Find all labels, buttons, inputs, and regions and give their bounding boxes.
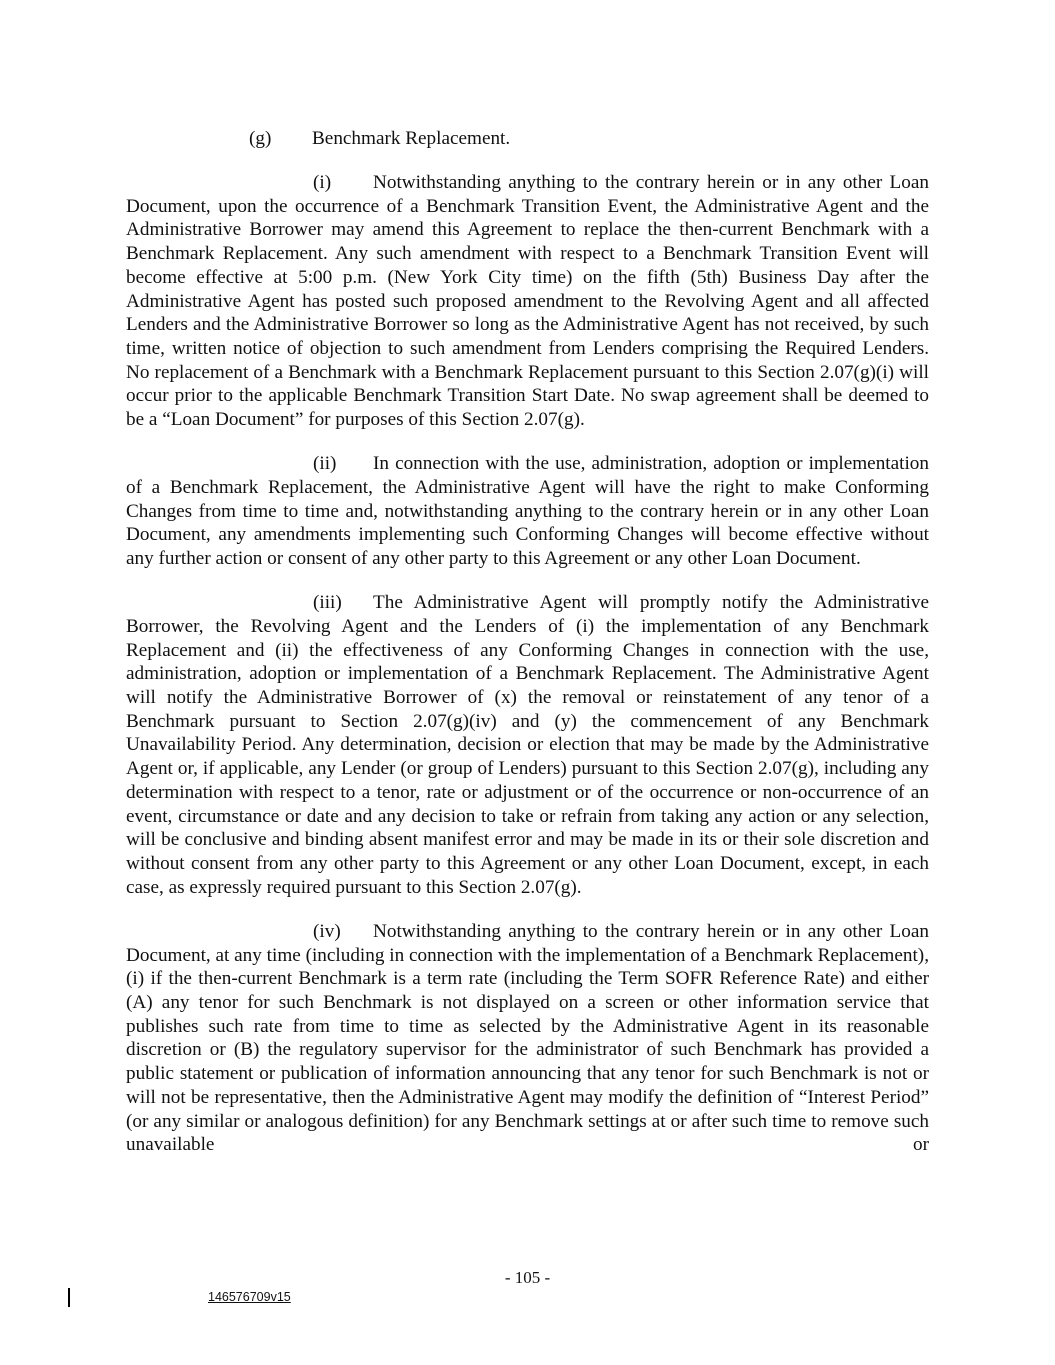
paragraph-number: (ii) (313, 453, 337, 475)
page-number: - 105 - (504, 1268, 551, 1287)
paragraph-text: In connection with the use, administration, adoption or implementation of a Benchmark Replacement, the Administrative Agent will have the right to make Conforming Changes from time to time and, notwithstanding anything to the contrary herein or in any other Loan Document, any amendments implementing such Conforming Changes will become effective without any further action or consent of any other party to this Agreement or any other Loan Document. (126, 453, 929, 570)
section-label: (g) (249, 128, 272, 149)
change-bar (68, 1288, 70, 1307)
paragraph-text: Notwithstanding anything to the contrary herein or in any other Loan Document, at any time (including in connection with the implementation of a Benchmark Replacement), (i) if the then-current Benchmark is a term rate (including the Term SOFR Reference Rate) and either (A) any tenor for such Benchmark is not displayed on a screen or other information service that publishes such rate from time to time as selected by the Administrative Agent in its reasonable discretion or (B) the regulatory supervisor for the administrator of such Benchmark has provided a public statement or publication of information announcing that any tenor for such Benchmark is not or will not be representative, then the Administrative Agent may modify the definition of “Interest Period” (or any similar or analogous definition) for any Benchmark settings at or after such time to remove such unavailable or (126, 920, 929, 1156)
paragraph-i (126, 171, 929, 432)
paragraph-number: (i) (313, 172, 332, 193)
document-id: 146576709v15 (208, 1290, 291, 1304)
paragraph-text: Notwithstanding anything to the contrary herein or in any other Loan Document, upon the occurrence of a Benchmark Transition Event, the Administrative Agent and the Administrative Borrower may amend this Agreement to replace the then-current Benchmark with a Benchmark Replacement. Any such amendment with respect to a Benchmark Transition Event will become effective at 5:00 p.m. (New York City time) on the fifth (5th) Business Day after the Administrative Agent has posted such proposed amendment to the Revolving Agent and all affected Lenders and the Administrative Borrower so long as the Administrative Agent has not received, by such time, written notice of objection to such amendment from Lenders comprising the Required Lenders. No replacement of a Benchmark with a Benchmark Replacement pursuant to this Section 2.07(g)(i) will occur prior to the applicable Benchmark Transition Start Date. No swap agreement shall be deemed to be a “Loan Document” for purposes of this Section 2.07(g). (126, 172, 929, 431)
paragraph-ii (126, 452, 929, 571)
paragraph-number: (iii) (313, 592, 342, 614)
document-body (126, 171, 929, 1177)
paragraph-number: (iv) (313, 920, 341, 942)
paragraph-text: The Administrative Agent will promptly notify the Administrative Borrower, the Revolving Agent and the Lenders of (i) the implementation of any Benchmark Replacement and (ii) the effectiveness of any Conforming Changes in connection with the use, administration, adoption or implementation of a Benchmark Replacement. The Administrative Agent will notify the Administrative Borrower of (x) the removal or reinstatement of any tenor of a Benchmark pursuant to Section 2.07(g)(iv) and (y) the commencement of any Benchmark Unavailability Period. Any determination, decision or election that may be made by the Administrative Agent or, if applicable, any Lender (or group of Lenders) pursuant to this Section 2.07(g), including any determination with respect to a tenor, rate or adjustment or of the occurrence or non-occurrence of an event, circumstance or date and any decision to take or refrain from taking any action or any selection, will be conclusive and binding absent manifest error and may be made in its or their sole discretion and without consent from any other party to this Agreement or any other Loan Document, except, in each case, as expressly required pursuant to this Section 2.07(g). (126, 592, 929, 898)
section-heading (249, 127, 510, 151)
paragraph-iv (126, 920, 929, 1157)
paragraph-iii (126, 591, 929, 899)
section-title: Benchmark Replacement. (312, 128, 511, 149)
